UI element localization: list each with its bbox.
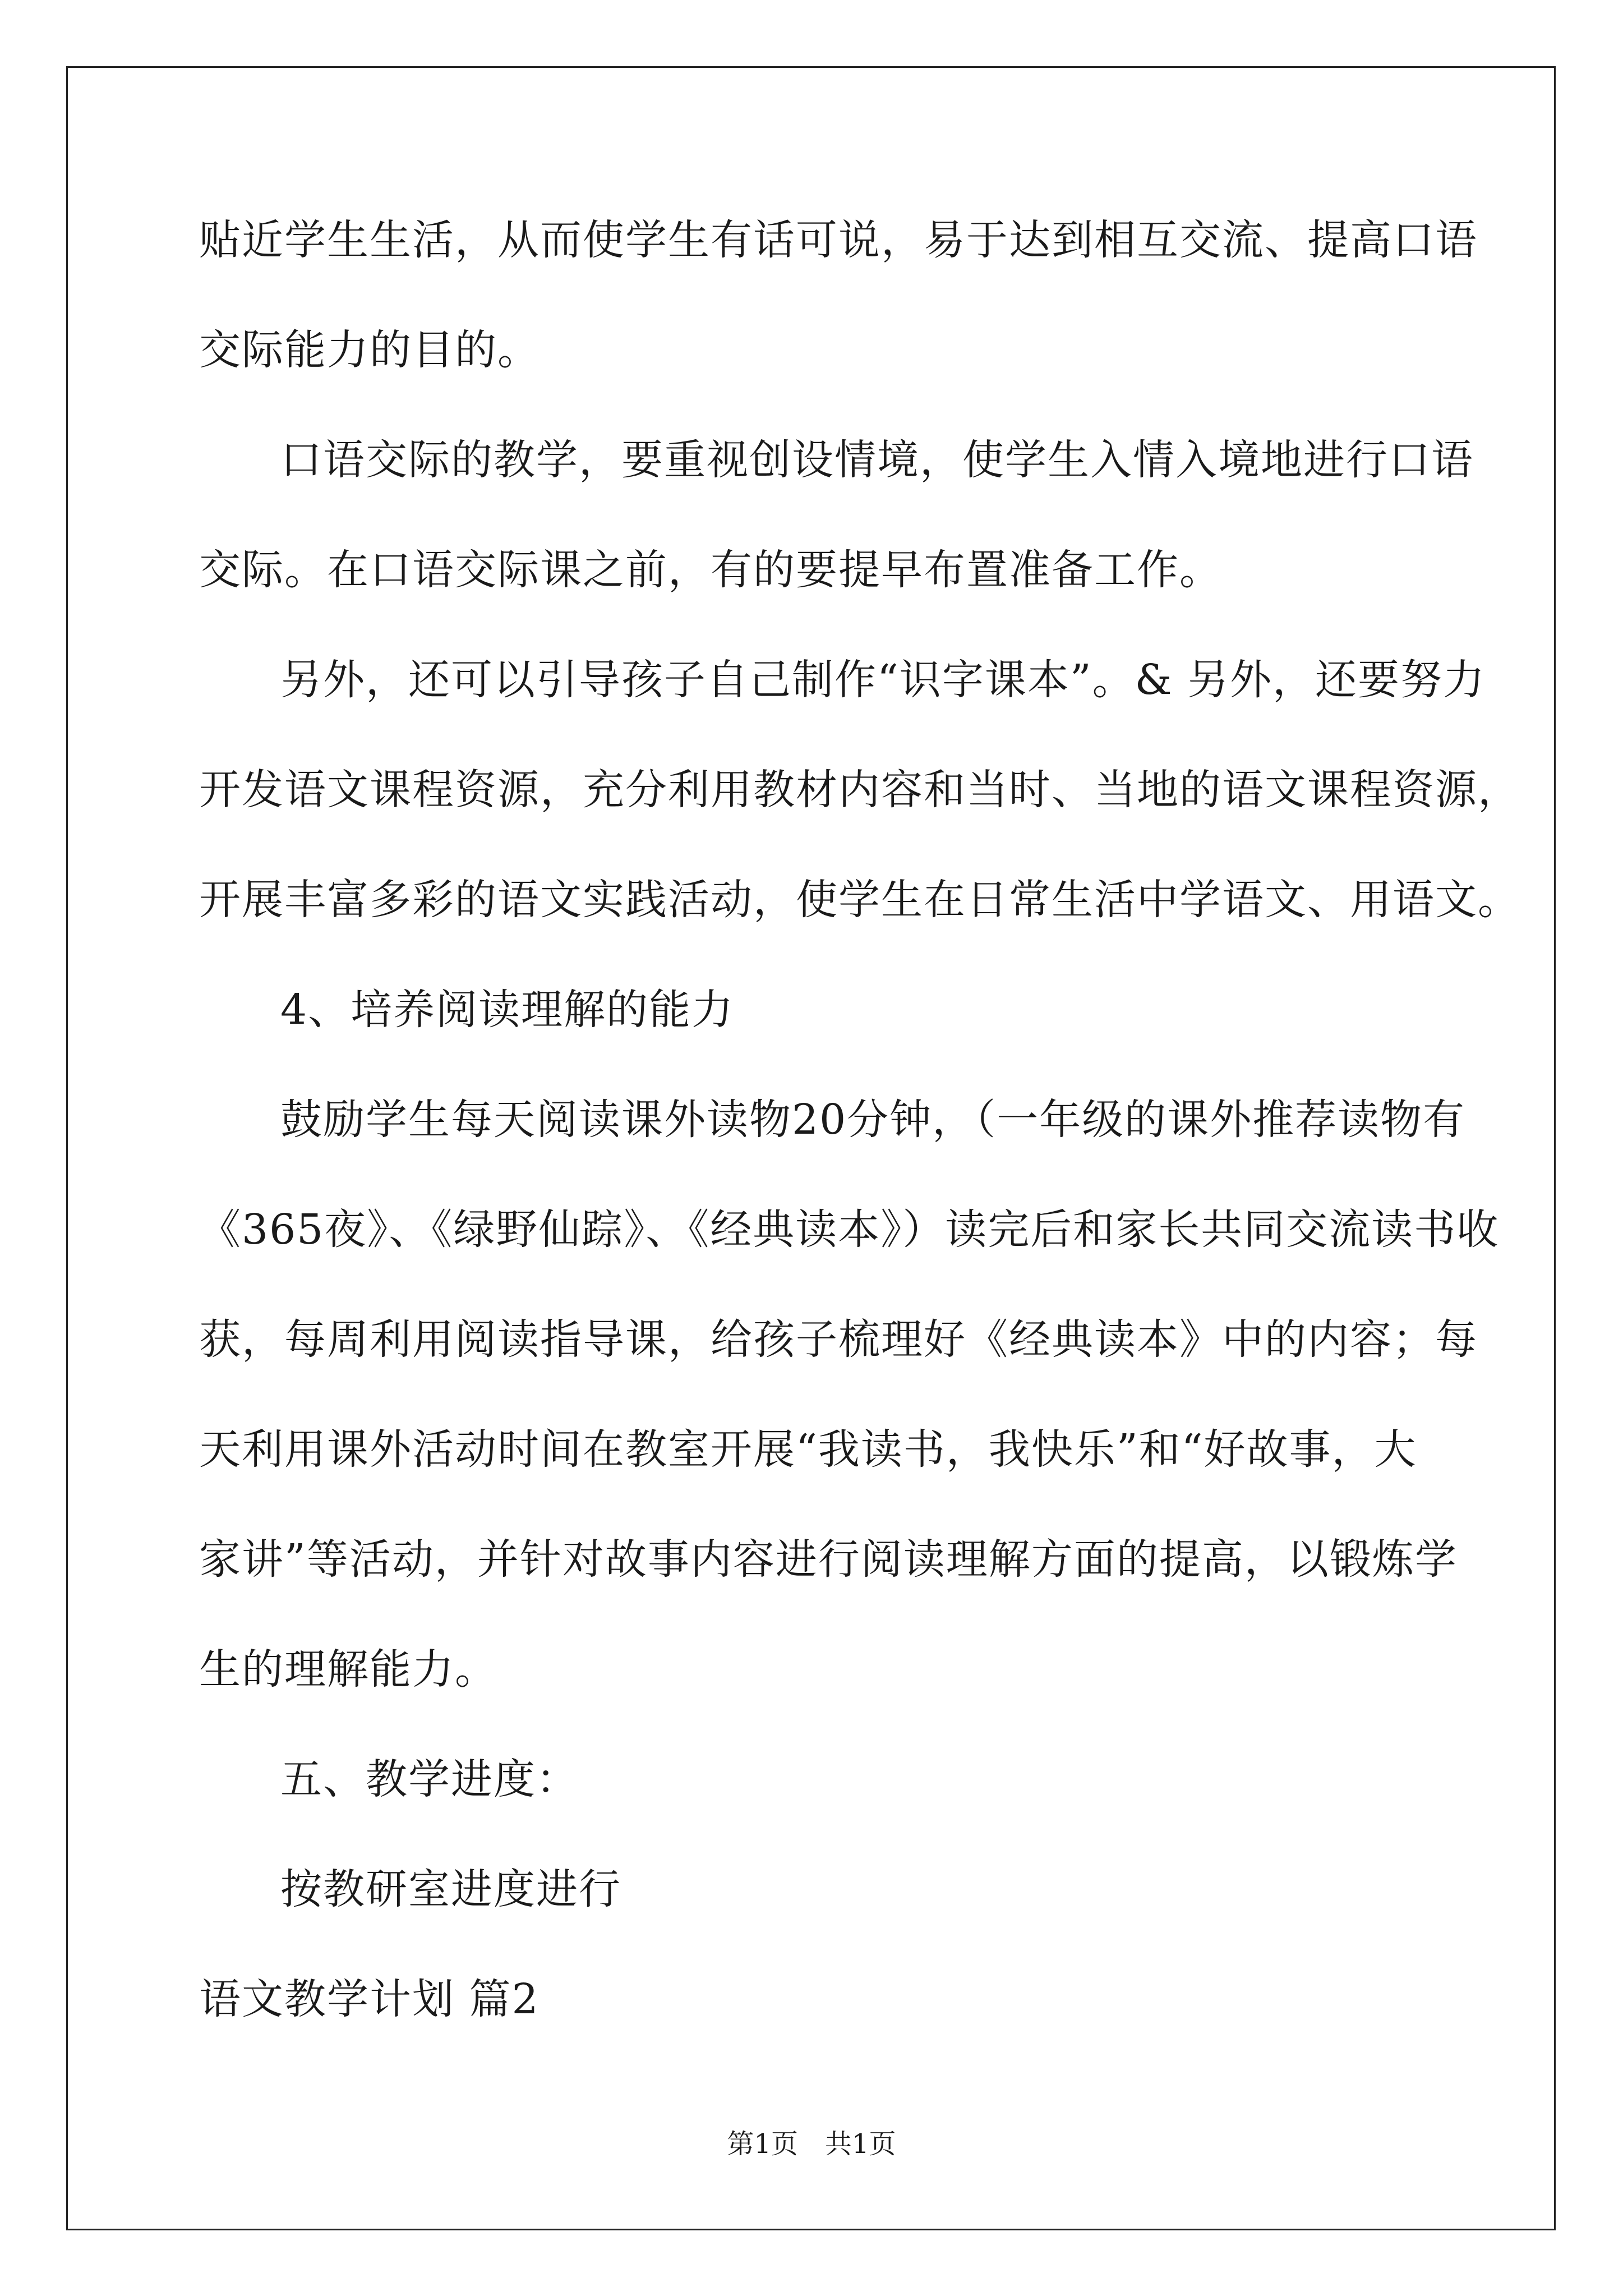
paragraph-oral-communication: 口语交际的教学，要重视创设情境，使学生入情入境地进行口语 [280, 436, 1474, 484]
text-line-10: 《365夜》、《绿野仙踪》、《经典读本》）读完后和家长共同交流读书收 [199, 1205, 1500, 1254]
page-current: 第1页 [727, 2128, 798, 2160]
text-line-11: 获，每周利用阅读指导课，给孩子梳理好《经典读本》中的内容；每 [199, 1315, 1478, 1364]
paragraph-reading: 鼓励学生每天阅读课外读物20分钟，（一年级的课外推荐读物有 [280, 1096, 1466, 1144]
text-line-1: 贴近学生生活，从而使学生有话可说，易于达到相互交流、提高口语 [199, 216, 1478, 264]
text-line-14: 生的理解能力。 [199, 1645, 497, 1694]
paragraph-progress: 按教研室进度进行 [280, 1865, 621, 1913]
document-heading-plan-2: 语文教学计划 篇2 [199, 1975, 540, 2023]
text-line-13: 家讲”等活动，并针对故事内容进行阅读理解方面的提高，以锻炼学 [199, 1535, 1458, 1584]
text-line-2: 交际能力的目的。 [199, 326, 540, 374]
page-footer [0, 2127, 1623, 2161]
text-line-7: 开展丰富多彩的语文实践活动，使学生在日常生活中学语文、用语文。 [199, 876, 1520, 924]
section-heading-reading: 4、培养阅读理解的能力 [280, 986, 735, 1034]
section-heading-progress: 五、教学进度： [280, 1755, 579, 1803]
text-line-6: 开发语文课程资源，充分利用教材内容和当时、当地的语文课程资源， [199, 766, 1520, 814]
paragraph-resources: 另外，还可以引导孩子自己制作“识字课本”。& 另外，还要努力 [280, 656, 1486, 704]
text-line-12: 天利用课外活动时间在教室开展“我读书，我快乐”和“好故事，大 [199, 1425, 1417, 1474]
page-total: 共1页 [825, 2128, 896, 2160]
text-line-4: 交际。在口语交际课之前，有的要提早布置准备工作。 [199, 546, 1222, 594]
